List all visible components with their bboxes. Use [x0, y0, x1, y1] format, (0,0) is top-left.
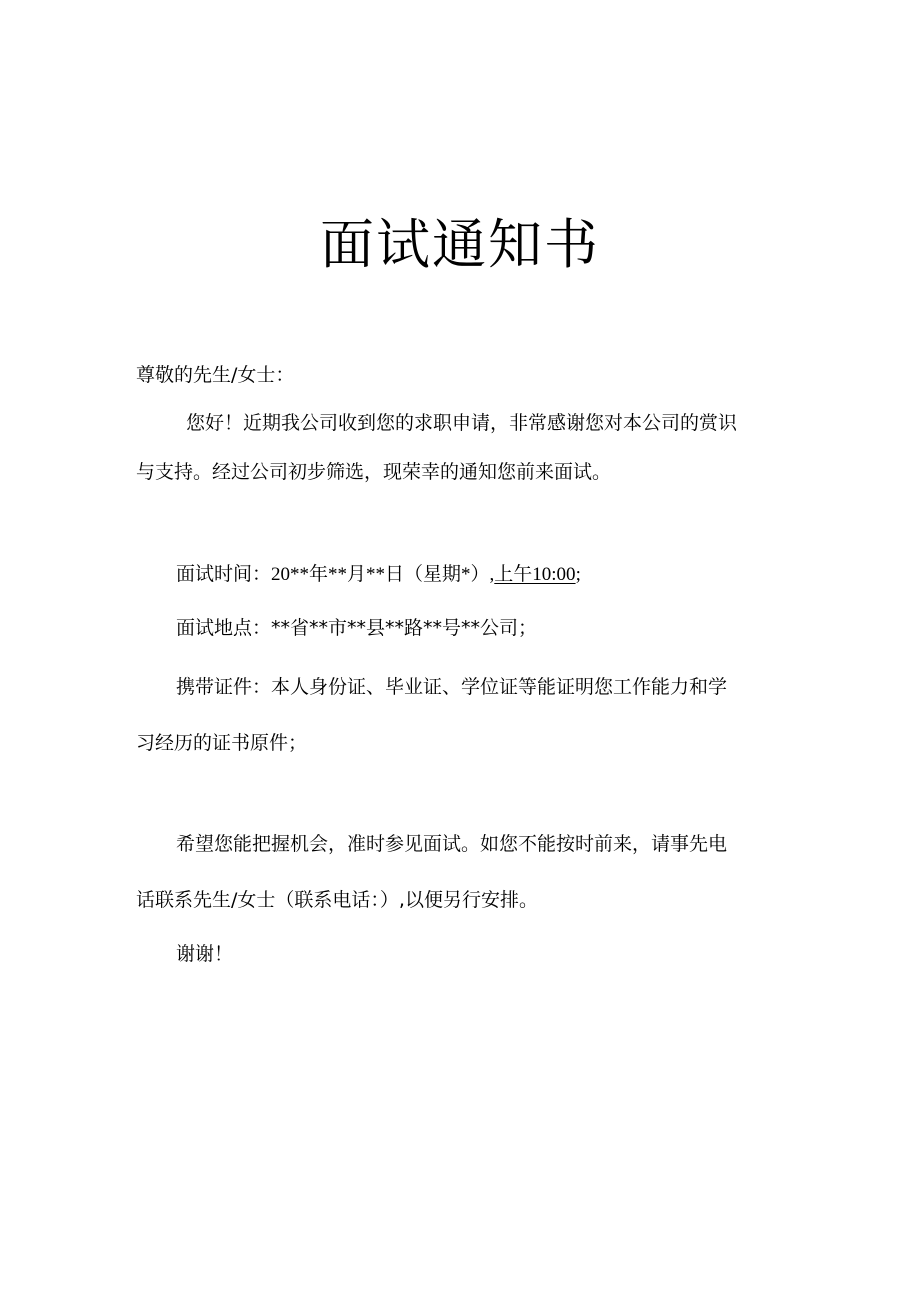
interview-place-label: 面试地点：: [176, 617, 272, 639]
document-title: 面试通知书: [320, 213, 600, 276]
greeting: 尊敬的先生/女士：: [136, 364, 295, 386]
paragraph1-line1: 您好！近期我公司收到您的求职申请，非常感谢您对本公司的赏识: [186, 412, 738, 434]
interview-time-separator: ,: [489, 564, 495, 585]
documents-line1: 携带证件：本人身份证、毕业证、学位证等能证明您工作能力和学: [176, 676, 728, 698]
interview-time-date: 20**年**月**日（星期*）: [271, 564, 490, 585]
interview-place-value: **省**市**县**路**号**公司；: [271, 617, 538, 639]
paragraph1-line2: 与支持。经过公司初步筛选，现荣幸的通知您前来面试。: [136, 461, 612, 483]
interview-time-end: ;: [575, 564, 581, 585]
interview-place: [176, 614, 537, 642]
interview-time-value: 上午10:00: [494, 564, 576, 585]
closing-line1: 希望您能把握机会，准时参见面试。如您不能按时前来，请事先电: [176, 833, 728, 855]
interview-time: [176, 560, 581, 589]
documents-line2: 习经历的证书原件；: [136, 732, 308, 754]
closing-line2: 话联系先生/女士（联系电话：）,以便另行安排。: [136, 889, 538, 911]
interview-time-label: 面试时间：: [176, 563, 272, 585]
thanks: 谢谢！: [176, 943, 234, 965]
